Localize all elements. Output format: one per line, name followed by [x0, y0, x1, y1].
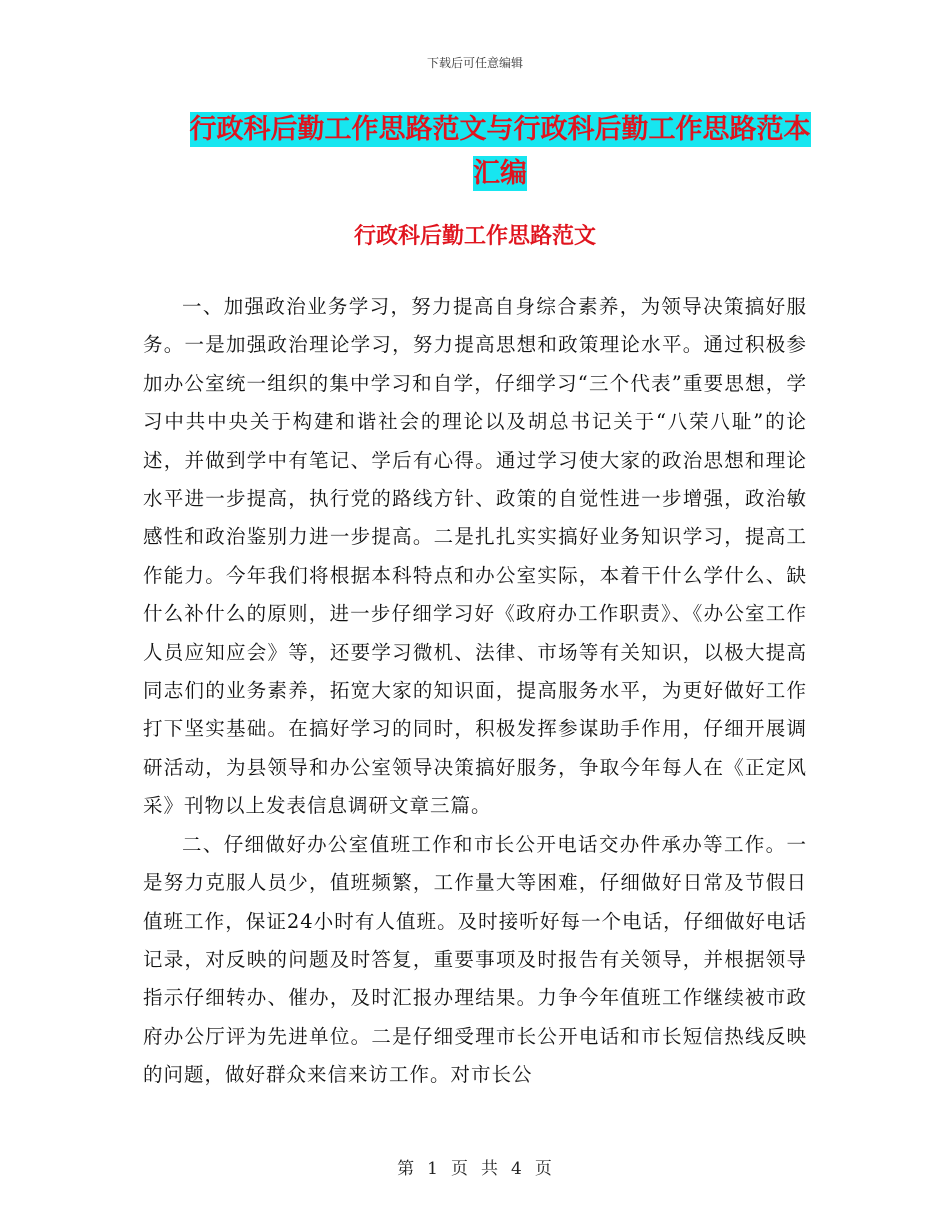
section-title: 行政科后勤工作思路范文	[353, 223, 596, 249]
page-footer	[0, 1154, 950, 1179]
footer-label-page: 第	[397, 1159, 416, 1179]
document-title	[180, 108, 820, 196]
body-text	[143, 288, 807, 1095]
paragraph: 二、仔细做好办公室值班工作和市长公开电话交办件承办等工作。一是努力克服人员少，值班频繁，工作量大等困难，仔细做好日常及节假日值班工作，保证24小时有人值班。及时接听好每一个电话，仔细做好电话记录，对反映的问题及时答复，重要事项及时报告有关领导，并根据领导指示仔细转办、催办，及时汇报办理结果。力争今年值班工作继续被市政府办公厅评为先进单位。二是仔细受理市长公开电话和市长短信热线反映的问题，做好群众来信来访工作。对市长公	[143, 832, 807, 1087]
footer-label-of: 页	[451, 1159, 469, 1179]
header-note: 下载后可任意编辑	[426, 56, 523, 70]
document-title-text: 行政科后勤工作思路范文与行政科后勤工作思路范本汇编	[189, 114, 811, 189]
footer-current-page: 1	[427, 1159, 439, 1179]
footer-label-total: 共	[481, 1159, 499, 1179]
paragraph: 一、加强政治业务学习，努力提高自身综合素养，为领导决策搞好服务。一是加强政治理论学习，努力提高思想和政策理论水平。通过积极参加办公室统一组织的集中学习和自学，仔细学习“三个代表”重要思想，学习中共中央关于构建和谐社会的理论以及胡总书记关于“八荣八耻”的论述，并做到学中有笔记、学后有心得。通过学习使大家的政治思想和理论水平进一步提高，执行党的路线方针、政策的自觉性进一步增强，政治敏感性和政治鉴别力进一步提高。二是扎扎实实搞好业务知识学习，提高工作能力。今年我们将根据本科特点和办公室实际，本着干什么学什么、缺什么补什么的原则，进一步仔细学习好《政府办工作职责》、《办公室工作人员应知应会》等，还要学习微机、法律、市场等有关知识，以极大提高同志们的业务素养，拓宽大家的知识面，提高服务水平，为更好做好工作打下坚实基础。在搞好学习的同时，积极发挥参谋助手作用，仔细开展调研活动，为县领导和办公室领导决策搞好服务，争取今年每人在《正定风采》刊物以上发表信息调研文章三篇。	[143, 295, 807, 818]
footer-total-pages: 4	[511, 1159, 523, 1179]
footer-label-end: 页	[534, 1159, 553, 1179]
